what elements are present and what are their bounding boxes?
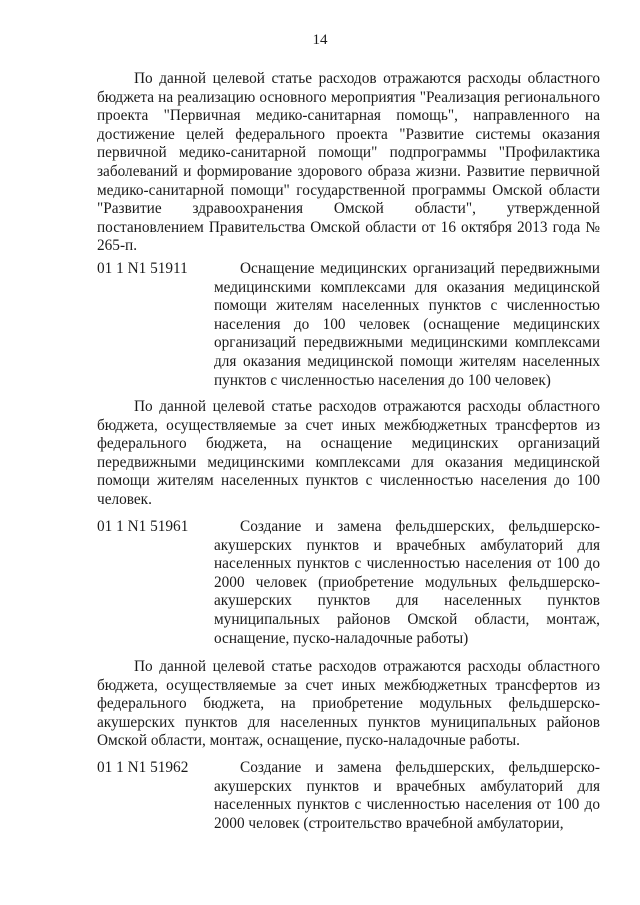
budget-code-51962-description: Создание и замена фельдшерских, фельдшерско-акушерских пунктов и врачебных амбулаторий для населенных пунктов с численностью населения от 100 до 2000 человек (строительство врачебной амбулатории,	[214, 759, 600, 832]
budget-code-51911: 01 1 N1 51911	[97, 260, 188, 277]
paragraph-2: По данной целевой статье расходов отражаются расходы областного бюджета, осуществляемые за счет иных межбюджетных трансфертов из федерального бюджета, на оснащение медицинских организаций передвижными медицинскими комплексами для оказания медицинской помощи жителям населенных пунктов с численностью населения до 100 человек.	[97, 398, 600, 508]
paragraph-1: По данной целевой статье расходов отражаются расходы областного бюджета на реализацию основного мероприятия "Реализация регионального проекта "Первичная медико-санитарная помощь", направленного на достижение целей федерального проекта "Развитие системы оказания первичной медико-санитарной помощи" подпрограммы "Профилактика заболеваний и формирование здорового образа жизни. Развитие первичной медико-санитарной помощи" государственной программы Омской области "Развитие здравоохранения Омской области", утвержденной постановлением Правительства Омской области от 16 октября 2013 года № 265-п.	[97, 70, 600, 255]
budget-code-51961: 01 1 N1 51961	[97, 518, 189, 535]
budget-code-51911-description: Оснащение медицинских организаций передвижными медицинскими комплексами для оказания медицинской помощи жителям населенных пунктов с численностью населения до 100 человек (оснащение медицинских организаций передвижными медицинскими комплексами для оказания медицинской помощи жителям населенных пунктов с численностью населения до 100 человек)	[214, 260, 600, 389]
budget-code-51962: 01 1 N1 51962	[97, 759, 189, 776]
budget-code-51961-description: Создание и замена фельдшерских, фельдшерско-акушерских пунктов и врачебных амбулаторий для населенных пунктов с численностью населения от 100 до 2000 человек (приобретение модульных фельдшерско-акушерских пунктов для населенных пунктов муниципальных районов Омской области, монтаж, оснащение, пуско-наладочные работы)	[214, 518, 600, 647]
paragraph-3: По данной целевой статье расходов отражаются расходы областного бюджета, осуществляемые за счет иных межбюджетных трансфертов из федерального бюджета, на приобретение модульных фельдшерско-акушерских пунктов для населенных пунктов муниципальных районов Омской области, монтаж, оснащение, пуско-наладочные работы.	[97, 658, 600, 750]
page-number: 14	[312, 32, 328, 48]
